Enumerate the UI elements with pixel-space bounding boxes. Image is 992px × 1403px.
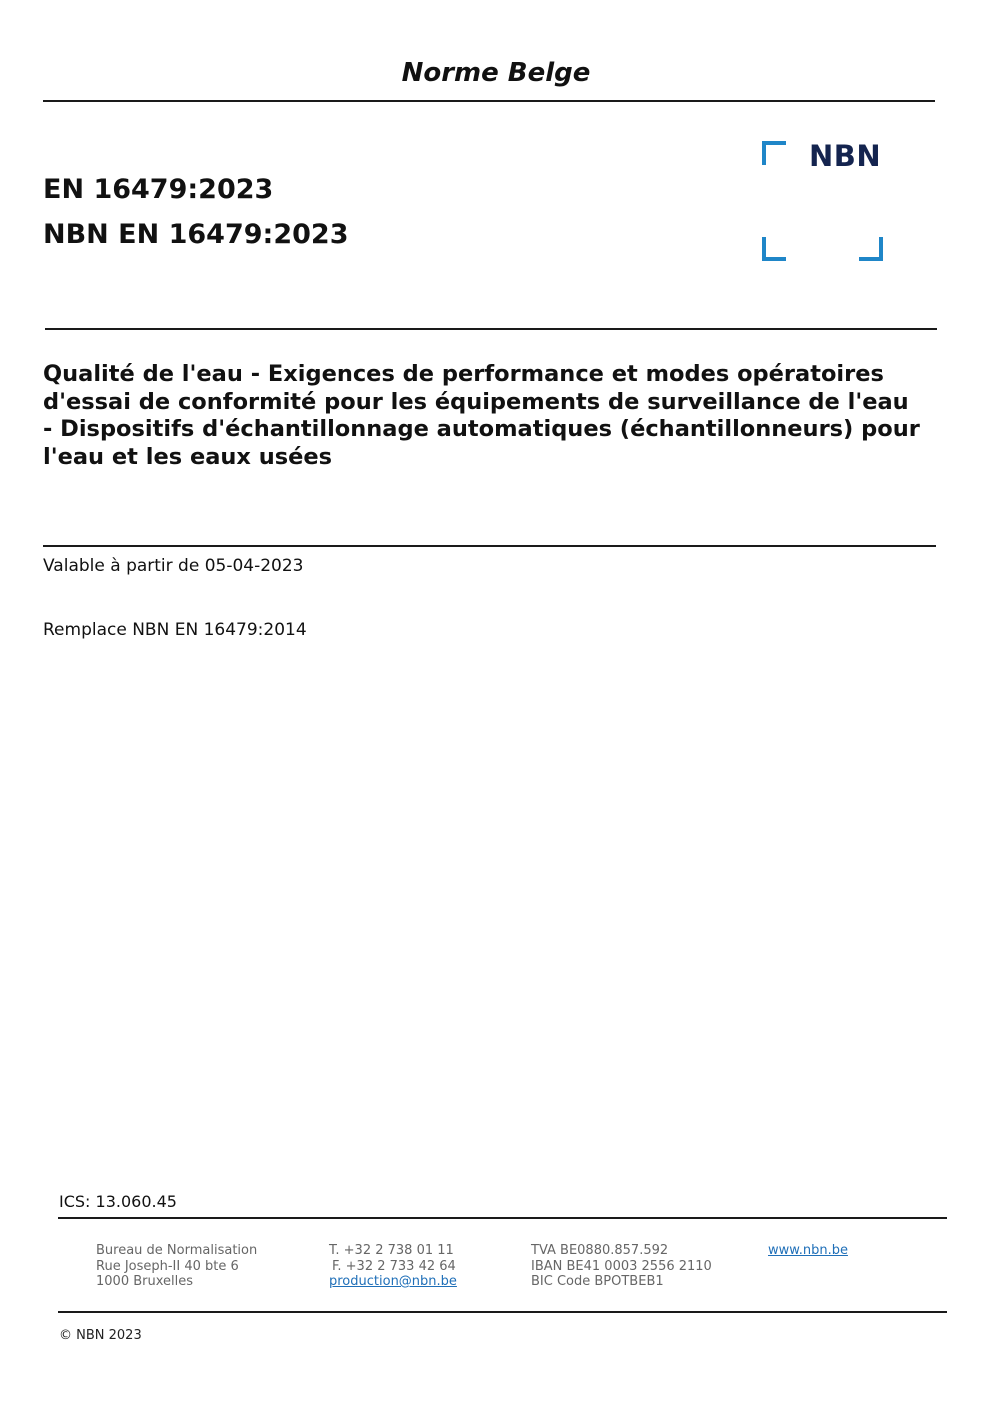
phone-number: T. +32 2 738 01 11 [329,1243,454,1258]
email-link[interactable]: production@nbn.be [329,1274,457,1289]
document-title: Qualité de l'eau - Exigences de performance et modes opératoires d'essai de conformité pour les équipements de surveillance de l'eau - Dispositifs d'échantillonnage automatiques (échantillonneurs) pour l'eau et les eaux usées [43,361,920,470]
footer-address [96,1243,257,1290]
footer-contact [329,1243,457,1290]
validity-date: Valable à partir de 05-04-2023 [43,556,304,576]
ics-code: ICS: 13.060.45 [59,1192,177,1211]
title-bottom-divider [43,545,936,547]
footer-bottom-divider [58,1311,947,1313]
address-line-city: 1000 Bruxelles [96,1274,194,1289]
replaces-notice: Remplace NBN EN 16479:2014 [43,620,307,640]
footer-bank-details [531,1243,712,1290]
copyright-notice: © NBN 2023 [59,1328,142,1343]
iban-number: IBAN BE41 0003 2556 2110 [531,1258,712,1274]
bic-code: BIC Code BPOTBEB1 [531,1274,664,1289]
title-top-divider [45,328,937,330]
footer-top-divider [58,1217,947,1219]
logo-bracket-bottom-right-h [859,257,883,261]
website-link[interactable]: www.nbn.be [768,1243,848,1258]
address-line-street: Rue Joseph-II 40 bte 6 [96,1258,239,1274]
fax-number: F. +32 2 733 42 64 [332,1258,456,1274]
nbn-logo [762,141,886,263]
vat-number: TVA BE0880.857.592 [531,1243,669,1258]
logo-wordmark: NBN [809,139,882,173]
address-line-organization: Bureau de Normalisation [96,1243,258,1258]
logo-bracket-bottom-left-h [762,257,786,261]
header-divider [43,100,935,102]
nbn-standard-reference: NBN EN 16479:2023 [43,219,349,250]
document-type-heading: Norme Belge [401,58,591,88]
logo-bracket-top-left-v [762,141,766,165]
footer-website [768,1243,848,1259]
en-standard-reference: EN 16479:2023 [43,174,274,205]
